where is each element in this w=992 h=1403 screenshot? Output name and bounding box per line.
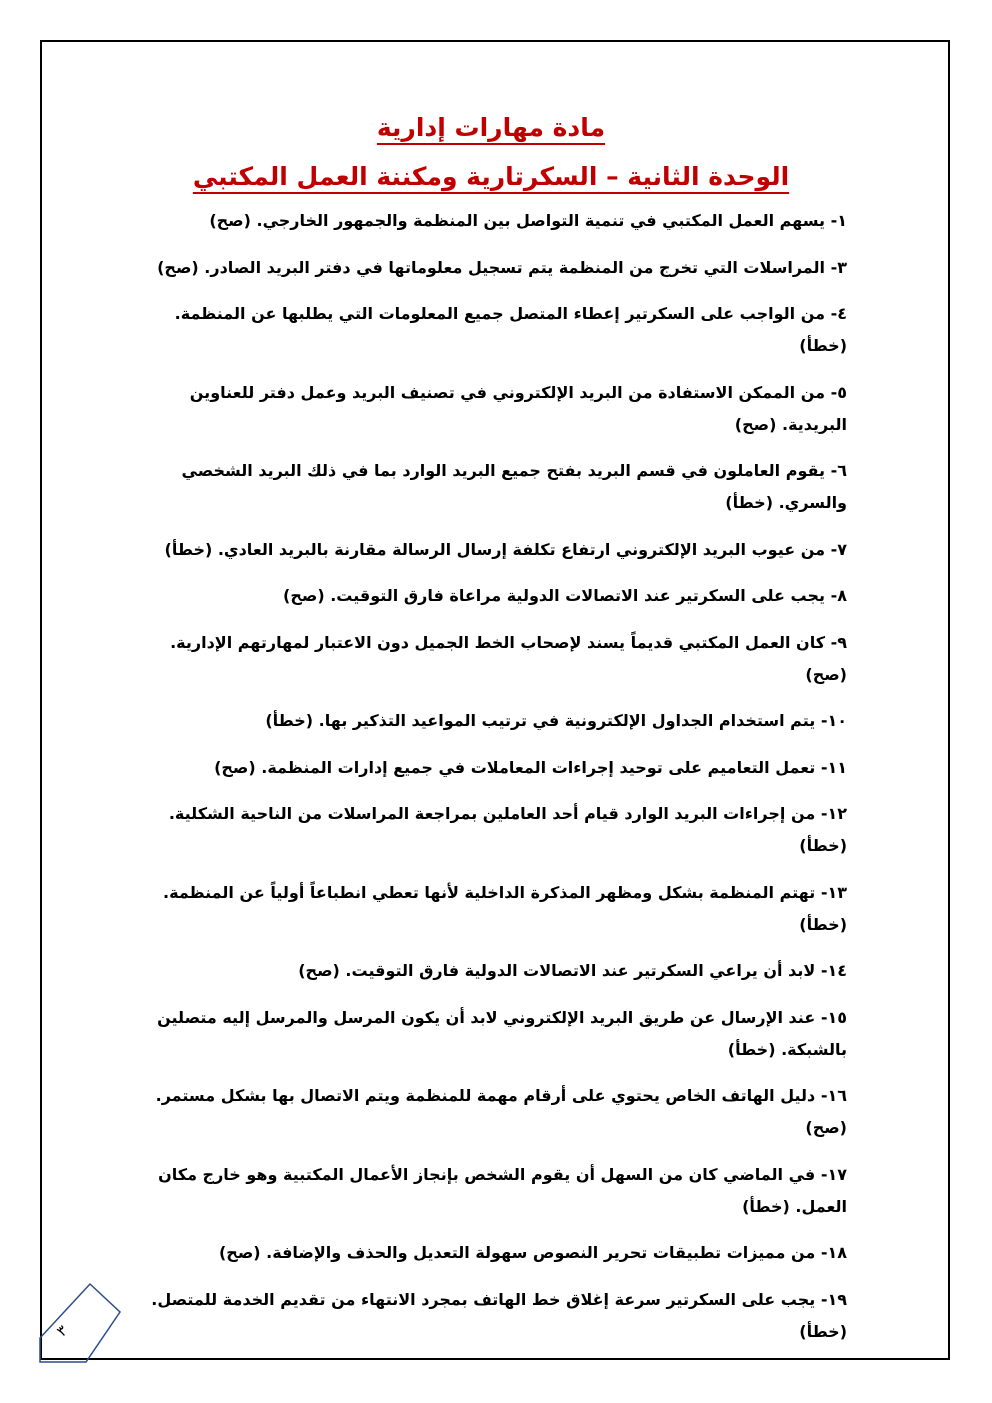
question-item: ١٦- دليل الهاتف الخاص يحتوي على أرقام مهمة للمنظمة ويتم الاتصال بها بشكل مستمر. (صح) bbox=[155, 1086, 847, 1137]
question-item: ١٠- يتم استخدام الجداول الإلكترونية في ترتيب المواعيد التذكير بها. (خطأ) bbox=[265, 711, 847, 730]
document-title: مادة مهارات إدارية bbox=[376, 113, 606, 142]
question-item: ١٣- تهتم المنظمة بشكل ومظهر المذكرة الداخلية لأنها تعطي انطباعاً أولياً عن المنظمة. (خطأ) bbox=[163, 882, 847, 934]
question-item: ١٧- في الماضي كان من السهل أن يقوم الشخص بإنجاز الأعمال المكتبية وهو خارج مكان العمل. (خطأ) bbox=[158, 1164, 847, 1216]
page-number-shape bbox=[40, 1284, 120, 1362]
page-number: ٣ bbox=[53, 1321, 71, 1341]
question-item: ٥- من الممكن الاستفادة من البريد الإلكتروني في تصنيف البريد وعمل دفتر للعناوين البريدية. (صح) bbox=[189, 382, 847, 434]
question-item: ٨- يجب على السكرتير عند الاتصالات الدولية مراعاة فارق التوقيت. (صح) bbox=[283, 586, 847, 605]
question-item: ١٥- عند الإرسال عن طريق البريد الإلكتروني لابد أن يكون المرسل والمرسل إليه متصلين بالشبكة. (خطأ) bbox=[157, 1007, 847, 1059]
question-item: ١- يسهم العمل المكتبي في تنمية التواصل بين المنظمة والجمهور الخارجي. (صح) bbox=[209, 211, 847, 230]
page-number-diamond bbox=[38, 1282, 128, 1364]
question-list bbox=[135, 205, 847, 1348]
question-item: ٤- من الواجب على السكرتير إعطاء المتصل جميع المعلومات التي يطلبها عن المنظمة. (خطأ) bbox=[174, 304, 847, 355]
question-item: ١٨- من مميزات تطبيقات تحرير النصوص سهولة التعديل والحذف والإضافة. (صح) bbox=[218, 1243, 847, 1262]
question-item: ١١- تعمل التعاميم على توحيد إجراءات المعاملات في جميع إدارات المنظمة. (صح) bbox=[214, 757, 847, 777]
question-item: ١٤- لابد أن يراعي السكرتير عند الاتصالات الدولية فارق التوقيت. (صح) bbox=[298, 961, 847, 980]
question-item: ٧- من عيوب البريد الإلكتروني ارتفاع تكلفة إرسال الرسالة مقارنة بالبريد العادي. (خطأ) bbox=[164, 539, 847, 559]
question-item: ٩- كان العمل المكتبي قديماً يسند لإصحاب الخط الجميل دون الاعتبار لمهارتهم الإدارية. (صح) bbox=[170, 632, 847, 684]
question-item: ١٢- من إجراءات البريد الوارد قيام أحد العاملين بمراجعة المراسلات من الناحية الشكلية. (خطأ) bbox=[168, 804, 847, 855]
question-item: ٣- المراسلات التي تخرج من المنظمة يتم تسجيل معلوماتها في دفتر البريد الصادر. (صح) bbox=[157, 257, 847, 277]
question-item: ١٩- يجب على السكرتير سرعة إغلاق خط الهاتف بمجرد الانتهاء من تقديم الخدمة للمتصل. (خطأ) bbox=[151, 1289, 847, 1341]
question-item: ٦- يقوم العاملون في قسم البريد بفتح جميع البريد الوارد بما في ذلك البريد الشخصي والسري. (خطأ) bbox=[181, 461, 847, 512]
unit-subtitle: الوحدة الثانية – السكرتارية ومكننة العمل المكتبي bbox=[192, 161, 790, 191]
document-body bbox=[135, 112, 847, 1362]
